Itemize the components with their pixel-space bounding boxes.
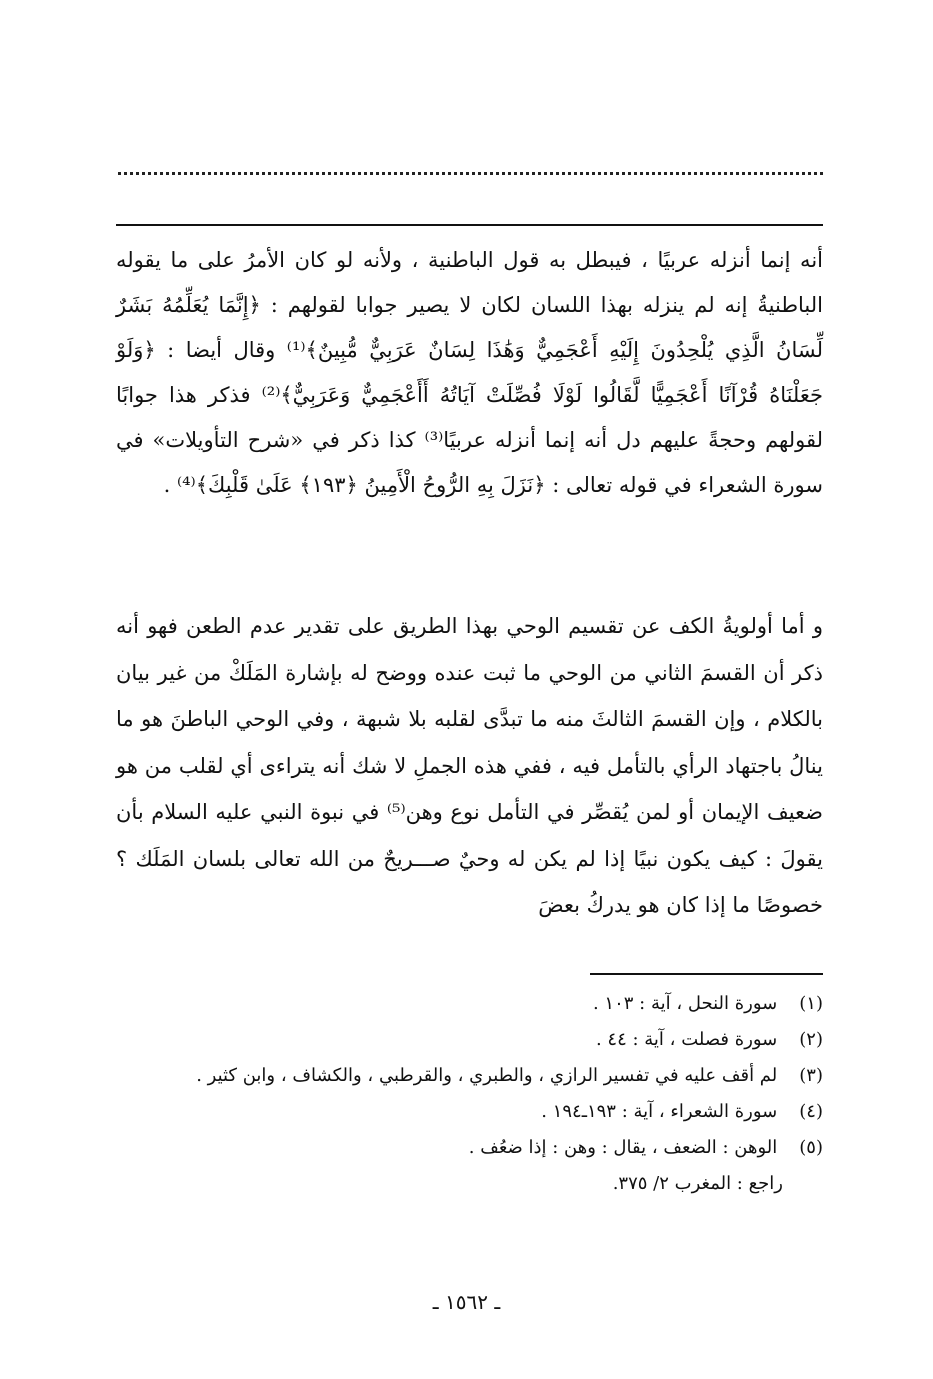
footnote-text: سورة فصلت ، آية : ٤٤ .	[595, 1029, 778, 1050]
footnote-text: الوهن : الضعف ، يقال : وهن : إذا ضعُف .	[468, 1137, 778, 1158]
footnotes	[116, 986, 823, 1202]
header-rule	[116, 224, 823, 226]
footnote-number: (٢)	[799, 1029, 823, 1050]
footnote-5-continuation: راجع : المغرب ٢/ ٣٧٥.	[612, 1173, 783, 1194]
main-text-block-2	[116, 603, 823, 929]
footnote-separator	[590, 973, 823, 975]
main-text-block	[116, 238, 823, 508]
footnote-5	[116, 1130, 823, 1166]
footnote-4	[116, 1094, 823, 1130]
footnote-3	[116, 1058, 823, 1094]
paragraph-1: أنه إنما أنزله عربيًا ، فيبطل به قول الباطنية ، ولأنه لو كان الأمرُ على ما يقوله الباطنيةُ إنه لم ينزله بهذا اللسان لكان لا يصير جوابا لقولهم : ﴿إِنَّمَا يُعَلِّمُهُ بَشَرٌ لِّسَانُ الَّذِي يُلْحِدُونَ إِلَيْهِ أَعْجَمِيٌّ وَهَٰذَا لِسَانٌ عَرَبِيٌّ مُّبِينٌ﴾⁽¹⁾ وقال أيضا : ﴿وَلَوْ جَعَلْنَاهُ قُرْآنًا أَعْجَمِيًّا لَّقَالُوا لَوْلَا فُصِّلَتْ آيَاتُهُ أَأَعْجَمِيٌّ وَعَرَبِيٌّ﴾⁽²⁾ فذكر هذا جوابًا لقولهم وحجةً عليهم دل أنه إنما أنزله عربيًا⁽³⁾ كذا ذكر في «شرح التأويلات» في سورة الشعراء في قوله تعالى : ﴿نَزَلَ بِهِ الرُّوحُ الْأَمِينُ ﴿١٩٣﴾ عَلَىٰ قَلْبِكَ﴾⁽⁴⁾ .	[116, 248, 824, 497]
page-number: ـ ١٥٦٢ ـ	[432, 1290, 501, 1314]
footnote-1	[116, 986, 823, 1022]
footnote-text: سورة النحل ، آية : ١٠٣ .	[592, 993, 778, 1014]
footnote-text: لم أقف عليه في تفسير الرازي ، والطبري ، والقرطبي ، والكشاف ، وابن كثير .	[196, 1065, 778, 1086]
footnote-number: (١)	[799, 993, 823, 1014]
footnote-2	[116, 1022, 823, 1058]
footnote-number: (٣)	[799, 1065, 823, 1086]
header-dotted-line	[118, 172, 823, 179]
footnote-number: (٥)	[799, 1137, 823, 1158]
paragraph-2: و أما أولويةُ الكف عن تقسيم الوحي بهذا الطريق على تقدير عدم الطعن فهو أنه ذكر أن القسمَ الثاني من الوحي ما ثبت عنده ووضح له بإشارة المَلَكْ من غير بيان بالكلام ، وإن القسمَ الثالثَ منه ما تبدَّى لقلبه بلا شبهة ، وفي الوحي الباطنَ هو ما ينالُ باجتهاد الرأي بالتأمل فيه ، ففي هذه الجملِ لا شك أنه يتراءى أي لقلب من هو ضعيف الإيمان أو لمن يُقصِّر في التأمل نوع وهن⁽⁵⁾ في نبوة النبي عليه السلام بأن يقولَ : كيف يكون نبيًا إذا لم يكن له وحيٌ صـــريحٌ من الله تعالى بلسان المَلَك ؟ خصوصًا ما إذا كان هو يدركُ بعضَ	[116, 614, 824, 917]
footnote-number: (٤)	[799, 1101, 823, 1122]
footnote-text: سورة الشعراء ، آية : ١٩٣ـ١٩٤ .	[541, 1101, 778, 1122]
